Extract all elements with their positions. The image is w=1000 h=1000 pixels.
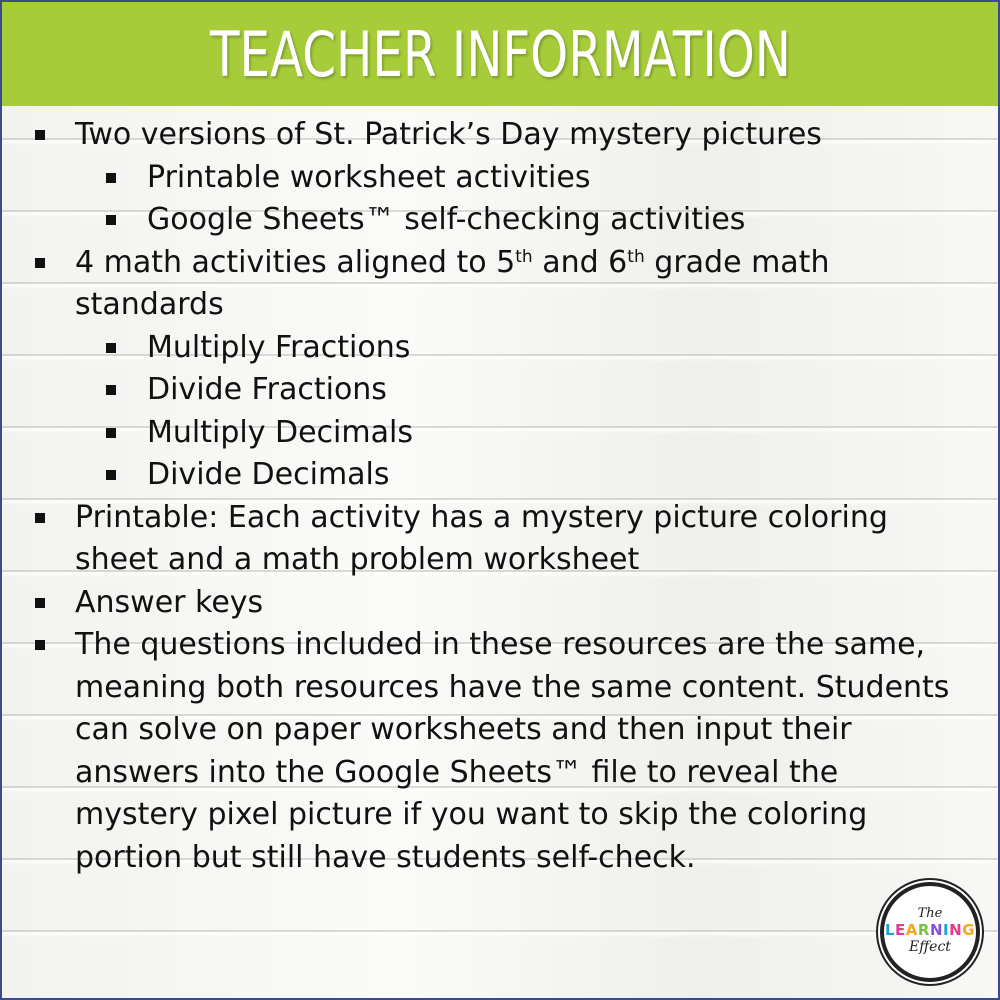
square-bullet-icon [35, 258, 45, 268]
square-bullet-icon [35, 513, 45, 523]
list-item-text: Printable worksheet activities [147, 159, 591, 195]
list-item [2, 582, 965, 625]
info-list [2, 114, 998, 879]
sub-list-item [2, 327, 967, 370]
square-bullet-icon [35, 130, 45, 140]
page-title: TEACHER INFORMATION [209, 17, 791, 91]
list-item [2, 497, 965, 582]
list-item-text: Answer keys [75, 584, 264, 620]
logo-the-text: The [917, 905, 943, 921]
list-item-text: Multiply Fractions [147, 329, 411, 365]
list-item-text: Divide Fractions [147, 372, 387, 407]
header-banner [2, 2, 998, 106]
ordinal-suffix: th [515, 246, 533, 267]
list-item [2, 242, 965, 327]
square-bullet-icon [106, 385, 116, 395]
sub-list-item [2, 369, 967, 412]
list-item-text: Multiply Decimals [147, 414, 413, 450]
ordinal-suffix: th [627, 246, 645, 267]
square-bullet-icon [106, 470, 116, 480]
logo-effect-text: Effect [909, 938, 951, 955]
sub-list-item [2, 157, 967, 200]
brand-logo [880, 882, 980, 982]
square-bullet-icon [35, 598, 45, 608]
sub-list-item [2, 412, 967, 455]
logo-learning-text: LEARNING [884, 920, 975, 939]
square-bullet-icon [106, 215, 116, 225]
sub-list-item [2, 199, 967, 242]
square-bullet-icon [106, 173, 116, 183]
list-item [2, 114, 965, 157]
list-item-text: Printable: Each activity has a mystery picture coloring sheet and a math problem worksheet [75, 499, 888, 577]
list-item-text: 4 math activities aligned to 5th and 6th grade math standards [75, 244, 830, 322]
square-bullet-icon [106, 343, 116, 353]
list-item-text: Two versions of St. Patrick’s Day mystery pictures [75, 117, 822, 152]
list-item-text: Divide Decimals [147, 457, 390, 492]
sub-list-item [2, 454, 967, 497]
square-bullet-icon [35, 640, 45, 650]
list-item-text: Google Sheets™ self-checking activities [147, 202, 746, 237]
list-item [2, 624, 965, 879]
list-item-text: The questions included in these resources are the same, meaning both resources have the same content. Students can solve on paper worksheets and then input their answers into the Google Sheets™ file to reveal the mystery pixel picture if you want to skip the coloring portion but still have students self-check. [75, 627, 950, 875]
square-bullet-icon [106, 428, 116, 438]
